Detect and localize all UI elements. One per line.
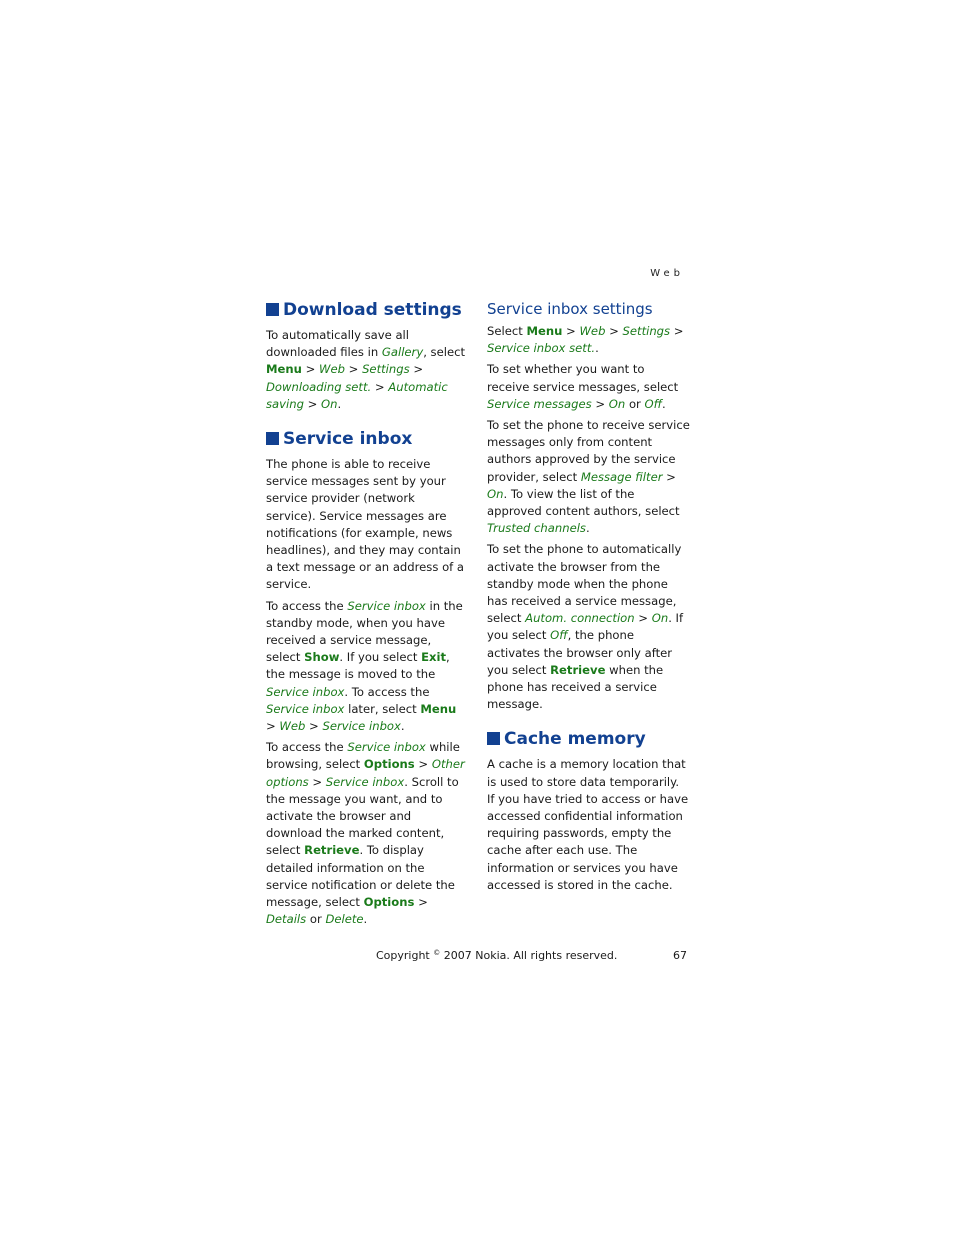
menu-path-settings: Settings bbox=[362, 362, 410, 377]
text: . bbox=[585, 521, 590, 536]
text: . If you select bbox=[339, 650, 422, 665]
path-separator: > bbox=[605, 324, 623, 338]
download-settings-title: Download settings bbox=[283, 300, 462, 320]
menu-path-web: Web bbox=[279, 719, 306, 734]
service-inbox-settings-path bbox=[487, 323, 690, 357]
service-inbox-intro: The phone is able to receive service messages sent by your service provider (network service). Service messages are notifications (for example, news headlines), and they may contain a text message or an address of a service. bbox=[266, 457, 465, 592]
text: when the phone has received a service message. bbox=[487, 662, 664, 712]
softkey-retrieve: Retrieve bbox=[550, 662, 606, 677]
text: . bbox=[363, 912, 368, 927]
text: To automatically save all downloaded files in bbox=[266, 328, 409, 360]
right-column bbox=[487, 298, 690, 898]
path-separator: > bbox=[409, 362, 424, 377]
text: To access the bbox=[266, 740, 348, 755]
section-square-icon bbox=[487, 732, 500, 745]
service-inbox-browsing-paragraph bbox=[266, 739, 466, 928]
running-head: Web bbox=[650, 268, 684, 279]
path-separator: > bbox=[371, 379, 389, 394]
menu-path-service-inbox: Service inbox bbox=[266, 701, 345, 716]
path-separator: > bbox=[670, 324, 684, 338]
path-separator: > bbox=[301, 362, 320, 377]
path-separator: > bbox=[662, 469, 676, 484]
softkey-options: Options bbox=[363, 895, 415, 910]
copyright-footer bbox=[376, 949, 617, 962]
softkey-exit: Exit bbox=[421, 650, 447, 665]
copyright-text: 2007 Nokia. All rights reserved. bbox=[440, 949, 618, 962]
text: , the message is moved to the bbox=[266, 650, 450, 682]
path-separator: > bbox=[562, 324, 580, 338]
path-separator: > bbox=[414, 757, 432, 772]
menu-path-gallery: Gallery bbox=[381, 345, 424, 360]
text: . To display detailed information on the service notification or delete the message, select bbox=[266, 843, 455, 910]
menu-path-off: Off bbox=[550, 628, 568, 643]
text: To set the phone to receive service messages only from content authors approved by the service provider, select bbox=[487, 418, 690, 484]
copyright-text: Copyright bbox=[376, 949, 434, 962]
text: in the standby mode, when you have received a service message, select bbox=[266, 598, 463, 665]
menu-path-on: On bbox=[321, 396, 338, 411]
text: . If you select bbox=[487, 611, 684, 643]
left-column bbox=[266, 298, 466, 933]
service-messages-paragraph bbox=[487, 361, 690, 413]
softkey-menu: Menu bbox=[526, 324, 563, 338]
menu-path-autom-connection: Autom. connection bbox=[525, 611, 635, 626]
text: later, select bbox=[344, 701, 421, 716]
text: To set whether you want to receive service messages, select bbox=[487, 362, 679, 394]
text: , select bbox=[423, 345, 466, 360]
softkey-retrieve: Retrieve bbox=[304, 843, 360, 858]
path-separator: > bbox=[303, 396, 322, 411]
text: while browsing, select bbox=[266, 740, 460, 772]
menu-path-service-inbox: Service inbox bbox=[266, 684, 345, 699]
menu-path-service-inbox: Service inbox bbox=[347, 740, 426, 755]
softkey-show: Show bbox=[304, 650, 340, 665]
download-settings-paragraph bbox=[266, 327, 466, 413]
softkey-menu: Menu bbox=[266, 362, 302, 377]
menu-path-service-inbox: Service inbox bbox=[325, 774, 405, 789]
autom-connection-paragraph bbox=[487, 541, 690, 713]
path-separator: > bbox=[308, 774, 326, 789]
menu-path-on: On bbox=[651, 611, 669, 626]
path-separator: > bbox=[591, 396, 609, 411]
menu-path-web: Web bbox=[579, 324, 606, 338]
menu-path-settings: Settings bbox=[622, 324, 671, 338]
service-inbox-title: Service inbox bbox=[283, 429, 413, 450]
menu-path-other-options: Other options bbox=[266, 757, 465, 789]
menu-path-off: Off bbox=[644, 396, 662, 411]
text: . bbox=[337, 396, 342, 411]
path-separator: > bbox=[414, 895, 428, 910]
text: To access the bbox=[266, 598, 348, 613]
cache-memory-title: Cache memory bbox=[504, 729, 646, 750]
menu-path-service-messages: Service messages bbox=[487, 396, 592, 411]
path-separator: > bbox=[266, 719, 280, 734]
text: or bbox=[306, 912, 326, 927]
download-settings-heading bbox=[266, 298, 466, 322]
service-inbox-settings-heading: Service inbox settings bbox=[487, 300, 653, 318]
menu-path-delete: Delete bbox=[325, 912, 364, 927]
menu-path-on: On bbox=[487, 486, 504, 501]
text: Select bbox=[487, 324, 527, 338]
section-square-icon bbox=[266, 303, 279, 316]
cache-memory-paragraph: A cache is a memory location that is used to store data temporarily. If you have tried to access or have accessed confidential information requiring passwords, empty the cache after each use. The information or services you have accessed is stored in the cache. bbox=[487, 757, 689, 892]
text: . To view the list of the approved content authors, select bbox=[487, 486, 680, 519]
message-filter-paragraph bbox=[487, 417, 690, 537]
menu-path-on: On bbox=[608, 396, 626, 411]
text: or bbox=[625, 396, 645, 411]
menu-path-web: Web bbox=[319, 362, 345, 377]
path-separator: > bbox=[634, 611, 652, 626]
menu-path-service-inbox-sett: Service inbox sett. bbox=[487, 341, 596, 356]
text: . bbox=[662, 396, 666, 411]
menu-path-automatic-saving: Automatic saving bbox=[266, 379, 448, 411]
path-separator: > bbox=[305, 719, 323, 734]
text: . To access the bbox=[344, 684, 430, 699]
menu-path-downloading: Downloading sett. bbox=[266, 379, 372, 394]
softkey-menu: Menu bbox=[420, 701, 457, 716]
service-inbox-access-paragraph bbox=[266, 598, 466, 736]
copyright-symbol: © bbox=[433, 949, 441, 957]
menu-path-trusted-channels: Trusted channels bbox=[487, 521, 586, 536]
path-separator: > bbox=[344, 362, 363, 377]
text: . bbox=[595, 341, 599, 356]
menu-path-service-inbox: Service inbox bbox=[322, 719, 401, 734]
softkey-options: Options bbox=[363, 757, 415, 772]
text: . Scroll to the message you want, and to activate the browser and download the marked content, select bbox=[266, 774, 459, 858]
section-square-icon bbox=[266, 432, 279, 445]
text: . bbox=[400, 719, 405, 734]
menu-path-details: Details bbox=[266, 912, 307, 927]
page-number: 67 bbox=[673, 949, 687, 962]
text: To set the phone to automatically activate the browser from the standby mode when the phone has received a service message, select bbox=[487, 542, 682, 626]
menu-path-message-filter: Message filter bbox=[580, 469, 663, 484]
cache-memory-heading bbox=[487, 727, 690, 751]
menu-path-service-inbox: Service inbox bbox=[347, 598, 426, 613]
service-inbox-heading bbox=[266, 427, 466, 451]
text: , the phone activates the browser only after you select bbox=[487, 628, 673, 677]
